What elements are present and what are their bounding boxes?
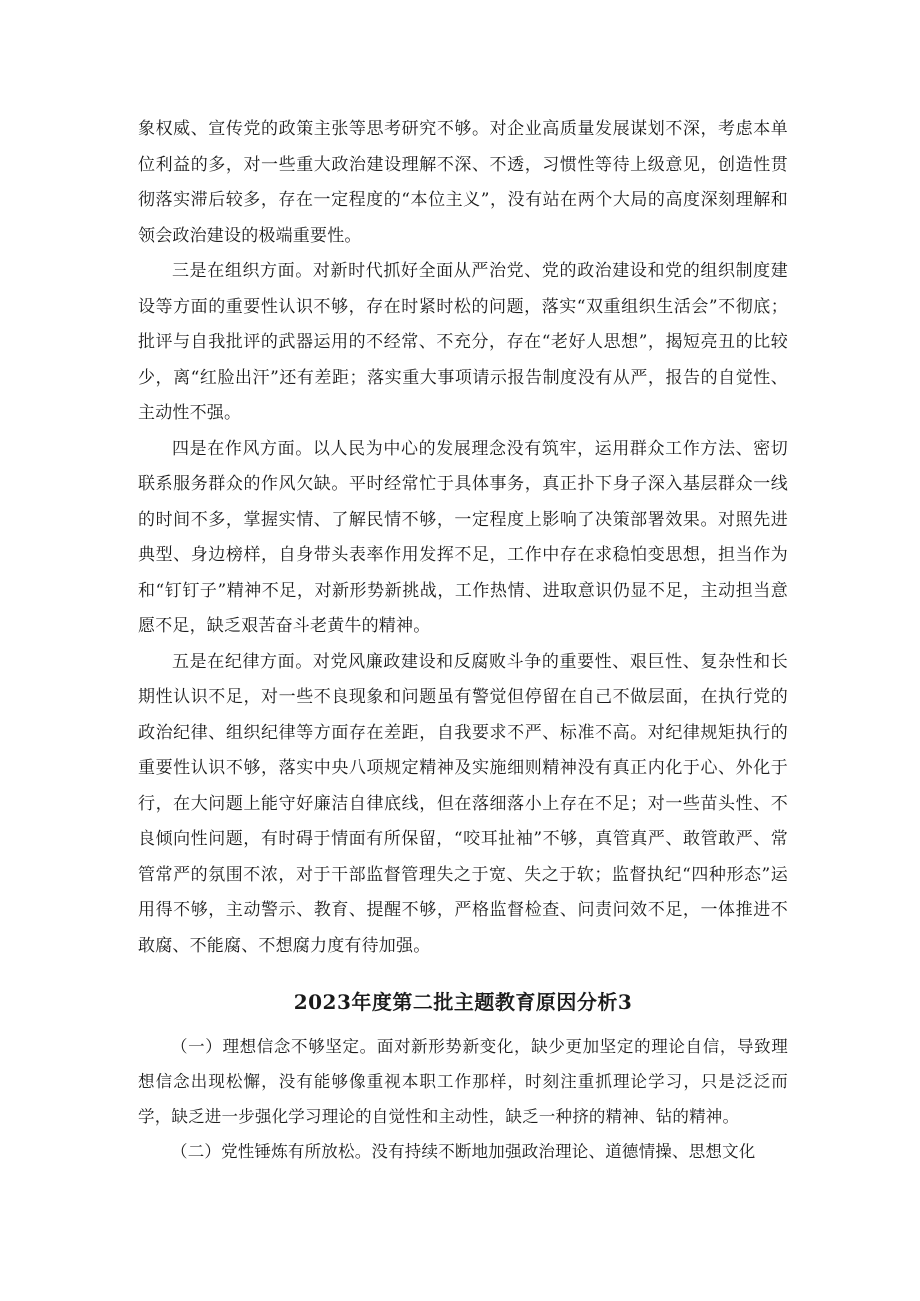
paragraph-party-spirit: （二）党性锤炼有所放松。没有持续不断地加强政治理论、道德情操、思想文化 [171,1142,756,1161]
paragraph-continued: 象权威、宣传党的政策主张等思考研究不够。对企业高质量发展谋划不深，考虑本单位利益的多，对一些重大政治建设理解不深、不透，习惯性等待上级意见，创造性贯彻落实滞后较多，存在一定程度的“本位主义”，没有站在两个大局的高度深刻理解和领会政治建设的极端重要性。 [138,119,788,246]
paragraph-work-style: 四是在作风方面。以人民为中心的发展理念没有筑牢，运用群众工作方法、密切联系服务群众的作风欠缺。平时经常忙于具体事务，真正扑下身子深入基层群众一线的时间不多，掌握实情、了解民情不够，一定程度上影响了决策部署效果。对照先进典型、身边榜样，自身带头表率作用发挥不足，工作中存在求稳怕变思想，担当作为和“钉钉子”精神不足，对新形势新挑战，工作热情、进取意识仍显不足，主动担当意愿不足，缺乏艰苦奋斗老黄牛的精神。 [138,438,788,636]
paragraph-ideals: （一）理想信念不够坚定。面对新形势新变化，缺少更加坚定的理论自信，导致理想信念出现松懈，没有能够像重视本职工作那样，时刻注重抓理论学习，只是泛泛而学，缺乏进一步强化学习理论的自觉性和主动性，缺乏一种挤的精神、钻的精神。 [138,1037,788,1126]
section-title: 2023年度第二批主题教育原因分析3 [293,990,633,1014]
document-body [138,112,788,1169]
paragraph-discipline: 五是在纪律方面。对党风廉政建设和反腐败斗争的重要性、艰巨性、复杂性和长期性认识不足，对一些不良现象和问题虽有警觉但停留在自己不做层面，在执行党的政治纪律、组织纪律等方面存在差距，自我要求不严、标准不高。对纪律规矩执行的重要性认识不够，落实中央八项规定精神及实施细则精神没有真正内化于心、外化于行，在大问题上能守好廉洁自律底线，但在落细落小上存在不足；对一些苗头性、不良倾向性问题，有时碍于情面有所保留，“咬耳扯袖”不够，真管真严、敢管敢严、常管常严的氛围不浓，对于干部监督管理失之于宽、失之于软；监督执纪“四种形态”运用得不够，主动警示、教育、提醒不够，严格监督检查、问责问效不足，一体推进不敢腐、不能腐、不想腐力度有待加强。 [138,651,788,956]
paragraph-organization: 三是在组织方面。对新时代抓好全面从严治党、党的政治建设和党的组织制度建设等方面的重要性认识不够，存在时紧时松的问题，落实“双重组织生活会”不彻底；批评与自我批评的武器运用的不经常、不充分，存在“老好人思想”，揭短亮丑的比较少，离“红脸出汗”还有差距；落实重大事项请示报告制度没有从严，报告的自觉性、主动性不强。 [138,261,788,423]
